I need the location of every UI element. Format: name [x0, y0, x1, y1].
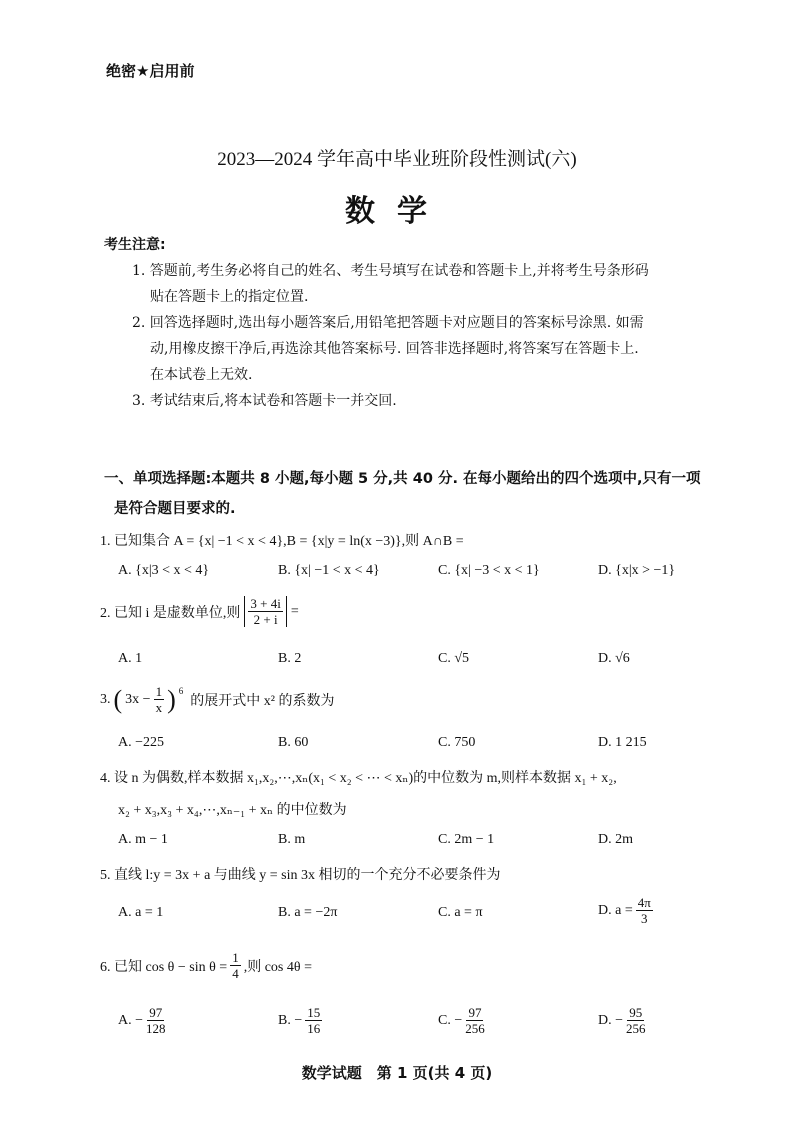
question-6-fraction	[230, 950, 241, 981]
fraction-denominator: 4	[232, 966, 239, 981]
question-1-option-d: D. {x|x > −1}	[598, 563, 676, 578]
question-2-option-d: D. √6	[598, 651, 630, 666]
question-4-option-c: C. 2m − 1	[438, 832, 495, 847]
question-4-option-d: D. 2m	[598, 832, 633, 847]
fraction-numerator: 97	[149, 1005, 163, 1020]
subject-title: 数学	[345, 194, 449, 229]
question-2-prefix: 2. 已知 i 是虚数单位,则	[100, 605, 241, 621]
question-3-expr-left: 3x −	[125, 691, 151, 707]
fraction-denominator: 256	[626, 1021, 646, 1036]
question-3-fraction	[154, 684, 165, 715]
question-1-stem: 1. 已知集合 A = {x| −1 < x < 4},B = {x|y = ln(x −3)},则 A∩B =	[100, 534, 464, 549]
option-prefix: C. −	[438, 1012, 463, 1028]
question-2-option-a: A. 1	[118, 651, 143, 666]
option-d-prefix: D. a =	[598, 902, 633, 918]
option-fraction	[305, 1005, 322, 1036]
question-3-option-b: B. 60	[278, 735, 309, 750]
option-fraction	[465, 1005, 485, 1036]
notice-item-2-cont2: 在本试卷上无效.	[150, 367, 253, 383]
question-6-prefix: 6. 已知 cos θ − sin θ =	[100, 959, 228, 975]
fraction-numerator: 95	[629, 1005, 643, 1020]
notice-item-1: 1. 答题前,考生务必将自己的姓名、考生号填写在试卷和答题卡上,并将考生号条形码	[132, 263, 649, 279]
option-prefix: D. −	[598, 1012, 624, 1028]
question-2-suffix: =	[290, 603, 299, 619]
left-paren: (	[113, 684, 123, 714]
notice-item-1-cont: 贴在答题卡上的指定位置.	[150, 289, 309, 305]
question-5-option-a: A. a = 1	[118, 905, 164, 920]
question-2-option-b: B. 2	[278, 651, 302, 666]
question-6-option-b	[278, 1005, 322, 1036]
question-2-option-c: C. √5	[438, 651, 470, 666]
fraction-denominator: x	[155, 700, 163, 715]
fraction-denominator: 256	[465, 1021, 485, 1036]
question-5-stem: 5. 直线 l:y = 3x + a 与曲线 y = sin 3x 相切的一个充分不必要条件为	[100, 868, 501, 883]
section-line-1: 一、单项选择题:本题共 8 小题,每小题 5 分,共 40 分. 在每小题给出的四个选项中,只有一项	[104, 471, 701, 487]
option-prefix: B. −	[278, 1012, 303, 1028]
fraction-denominator: 3	[641, 911, 648, 926]
option-fraction	[626, 1005, 646, 1036]
fraction-numerator: 1	[232, 950, 239, 965]
question-4-stem-cont: x₂ + x₃,x₃ + x₄,⋯,xₙ₋₁ + xₙ 的中位数为	[118, 803, 347, 818]
question-3-power: 6	[178, 686, 184, 696]
fraction-denominator: 2 + i	[253, 612, 278, 627]
right-paren: )	[167, 684, 176, 714]
fraction-denominator: 16	[307, 1021, 321, 1036]
question-3-stem	[100, 684, 334, 715]
question-4-stem: 4. 设 n 为偶数,样本数据 x₁,x₂,⋯,xₙ(x₁ < x₂ < ⋯ < xₙ)的中位数为 m,则样本数据 x₁ + x₂,	[100, 771, 617, 786]
fraction-numerator: 4π	[637, 895, 651, 910]
question-3-option-d: D. 1 215	[598, 735, 647, 750]
question-5-option-b: B. a = −2π	[278, 905, 338, 920]
question-6-suffix: ,则 cos 4θ =	[243, 959, 312, 975]
fraction-numerator: 3 + 4i	[250, 596, 281, 611]
question-4-option-b: B. m	[278, 832, 306, 847]
notice-item-2: 2. 回答选择题时,选出每小题答案后,用铅笔把答题卡对应题目的答案标号涂黑. 如需	[132, 315, 644, 331]
question-3-prefix: 3.	[100, 691, 111, 707]
option-fraction	[146, 1005, 166, 1036]
section-heading	[104, 464, 704, 524]
question-4-option-a: A. m − 1	[118, 832, 168, 847]
page-footer: 数学试题 第 1 页(共 4 页)	[301, 1064, 493, 1082]
fraction-numerator: 97	[468, 1005, 482, 1020]
question-6-option-c	[438, 1005, 485, 1036]
fraction-denominator: 128	[146, 1021, 166, 1036]
exam-title: 2023—2024 学年高中毕业班阶段性测试(六)	[217, 149, 577, 170]
question-1-option-c: C. {x| −3 < x < 1}	[438, 563, 540, 578]
section-line-2: 是符合题目要求的.	[114, 501, 236, 517]
confidential-label: 绝密★启用前	[106, 62, 195, 80]
fraction-numerator: 1	[155, 684, 163, 699]
question-3-option-c: C. 750	[438, 735, 476, 750]
question-6-option-a	[118, 1005, 166, 1036]
question-2-fraction	[248, 596, 282, 627]
question-3-suffix: 的展开式中 x² 的系数为	[190, 693, 335, 709]
fraction-numerator: 15	[307, 1005, 321, 1020]
question-6-option-d	[598, 1005, 646, 1036]
question-6-stem	[100, 950, 312, 981]
question-5-option-d	[598, 895, 653, 926]
option-d-fraction	[636, 895, 653, 926]
notice-item-2-cont: 动,用橡皮擦干净后,再选涂其他答案标号. 回答非选择题时,将答案写在答题卡上.	[150, 341, 639, 357]
notice-heading: 考生注意:	[104, 237, 166, 253]
option-prefix: A. −	[118, 1012, 144, 1028]
modulus-expression	[244, 596, 286, 627]
question-2-stem	[100, 596, 299, 627]
notice-item-3: 3. 考试结束后,将本试卷和答题卡一并交回.	[132, 393, 397, 409]
question-3-option-a: A. −225	[118, 735, 165, 750]
question-1-option-b: B. {x| −1 < x < 4}	[278, 563, 380, 578]
question-1-option-a: A. {x|3 < x < 4}	[118, 563, 210, 578]
question-5-option-c: C. a = π	[438, 905, 483, 920]
